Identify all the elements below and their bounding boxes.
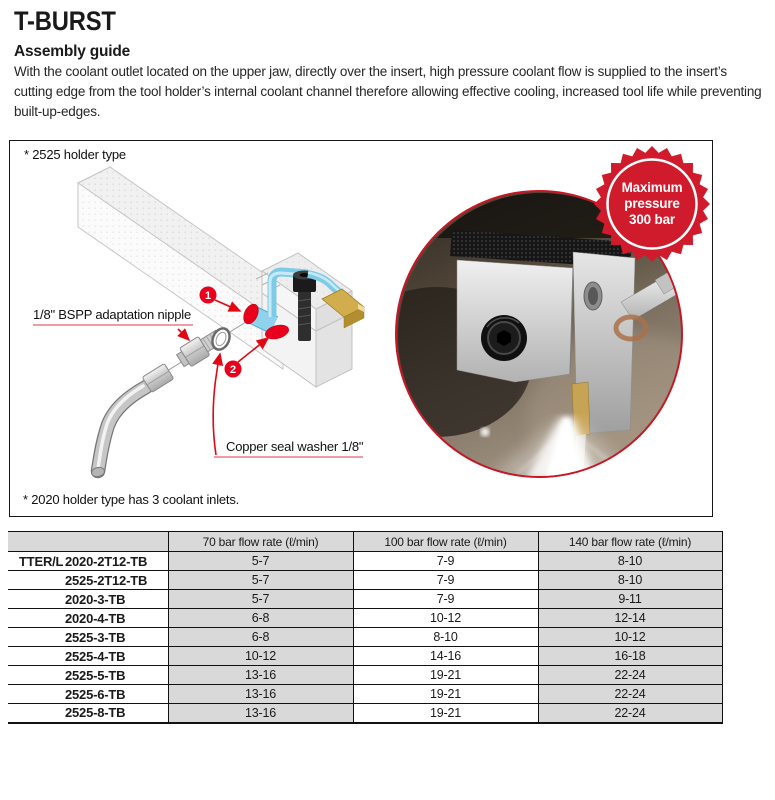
table-header-row — [8, 532, 722, 552]
col-header-70bar: 70 bar flow rate (ℓ/min) — [168, 532, 353, 552]
assembly-figure — [9, 140, 713, 517]
flow-70: 5-7 — [168, 590, 353, 609]
flow-140: 8-10 — [538, 552, 722, 571]
callout-2-number: 2 — [230, 364, 236, 376]
table-row — [8, 647, 722, 666]
flow-100: 8-10 — [353, 628, 538, 647]
model-cell — [8, 552, 168, 571]
intro-paragraph: With the coolant outlet located on the upper jaw, directly over the insert, high pressure coolant flow is supplied to the insert’s cutting edge from the tool holder’s internal coolant channel therefore allowing effective cooling, increased tool life while preventing built-up-edges. — [14, 64, 762, 119]
table-corner-cell — [8, 532, 168, 552]
model-cell — [8, 628, 168, 647]
row-prefix: TTER/L — [19, 554, 64, 569]
model-name: 2525-4-TB — [65, 648, 126, 664]
flow-70: 5-7 — [168, 571, 353, 590]
flow-100: 14-16 — [353, 647, 538, 666]
badge-line-3: 300 bar — [629, 212, 675, 227]
flow-100: 19-21 — [353, 685, 538, 704]
flow-140: 16-18 — [538, 647, 722, 666]
flow-100: 19-21 — [353, 666, 538, 685]
table-row — [8, 609, 722, 628]
flow-140: 22-24 — [538, 685, 722, 704]
table-row — [8, 628, 722, 647]
nipple-label: 1/8" BSPP adaptation nipple — [33, 307, 193, 326]
flow-70: 5-7 — [168, 552, 353, 571]
col-header-100bar: 100 bar flow rate (ℓ/min) — [353, 532, 538, 552]
flow-rate-table — [8, 531, 723, 724]
flow-100: 19-21 — [353, 704, 538, 723]
model-cell — [8, 609, 168, 628]
badge-line-1: Maximum — [621, 180, 683, 195]
model-name: 2525-5-TB — [65, 667, 126, 683]
nipple-label-leader — [178, 329, 189, 340]
holder-type-note: * 2525 holder type — [24, 147, 126, 162]
max-pressure-badge — [590, 142, 714, 266]
flow-70: 10-12 — [168, 647, 353, 666]
model-name: 2525-3-TB — [65, 629, 126, 645]
flow-140: 22-24 — [538, 666, 722, 685]
page-title: T-BURST — [14, 6, 116, 36]
photo-clamp-screw — [481, 315, 527, 361]
table-row — [8, 685, 722, 704]
flow-100: 10-12 — [353, 609, 538, 628]
model-cell — [8, 666, 168, 685]
flow-100: 7-9 — [353, 571, 538, 590]
washer-label: Copper seal washer 1/8" — [214, 439, 363, 458]
table-row — [8, 590, 722, 609]
table-row — [8, 666, 722, 685]
callout-1-number: 1 — [205, 290, 211, 302]
figure-footnote: * 2020 holder type has 3 coolant inlets. — [23, 492, 240, 507]
model-name: 2525-6-TB — [65, 686, 126, 702]
model-cell — [8, 571, 168, 590]
model-name: 2525-8-TB — [65, 705, 126, 721]
table-row — [8, 552, 722, 571]
model-name: 2020-2T12-TB — [65, 553, 148, 569]
flow-140: 22-24 — [538, 704, 722, 723]
coolant-pipe — [91, 386, 146, 478]
model-cell — [8, 685, 168, 704]
section-subtitle: Assembly guide — [14, 43, 131, 60]
flow-70: 6-8 — [168, 609, 353, 628]
flow-100: 7-9 — [353, 590, 538, 609]
flow-140: 10-12 — [538, 628, 722, 647]
flow-140: 8-10 — [538, 571, 722, 590]
badge-line-2: pressure — [624, 196, 680, 211]
flow-140: 9-11 — [538, 590, 722, 609]
flow-70: 6-8 — [168, 628, 353, 647]
table-row — [8, 704, 722, 723]
flow-70: 13-16 — [168, 666, 353, 685]
table-row — [8, 571, 722, 590]
col-header-140bar: 140 bar flow rate (ℓ/min) — [538, 532, 722, 552]
flow-100: 7-9 — [353, 552, 538, 571]
flow-70: 13-16 — [168, 704, 353, 723]
flow-70: 13-16 — [168, 685, 353, 704]
model-name: 2525-2T12-TB — [65, 572, 148, 588]
model-name: 2020-4-TB — [65, 610, 126, 626]
model-cell — [8, 704, 168, 723]
flow-140: 12-14 — [538, 609, 722, 628]
model-cell — [8, 647, 168, 666]
model-name: 2020-3-TB — [65, 591, 126, 607]
model-cell — [8, 590, 168, 609]
